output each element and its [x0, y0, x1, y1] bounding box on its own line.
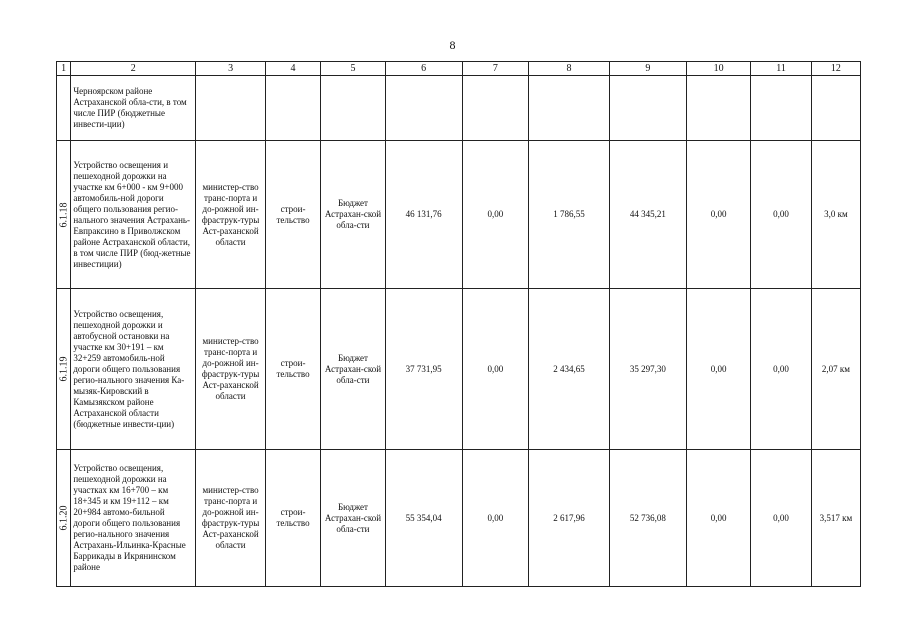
- object-name-cell: Устройство освещения, пешеходной дорожки на участках км 16+700 – км 18+345 и км 19+112 – км 20+984 автомо-бильной дороги общего пользования регио-нального значения Астрахань-Ильинка-Красные Баррикады в Икрянинском районе: [71, 450, 196, 587]
- work-type-cell: строи-тельство: [265, 141, 320, 289]
- table-row: [57, 76, 861, 141]
- value-cell: 0,00: [686, 450, 751, 587]
- header-row: [57, 62, 861, 76]
- row-number: 6.1.19: [58, 356, 70, 382]
- row-number-cell: [57, 141, 71, 289]
- row-number: 6.1.20: [58, 505, 70, 531]
- object-name-cell: Устройство освещения, пешеходной дорожки и автобусной остановки на участке км 30+191 – км 32+259 автомобиль-ной дороги общего пользования регио-нального значения Ка-мызяк-Кировский в Камызякском районе Астраханской области (бюджетные инвести-ции): [71, 289, 196, 450]
- column-header: 2: [71, 62, 196, 76]
- value-cell: 44 345,21: [610, 141, 687, 289]
- column-header: 7: [462, 62, 529, 76]
- capacity-cell: 2,07 км: [811, 289, 860, 450]
- customer-cell: министер-ство транс-порта и до-рожной ин-фраструк-туры Аст-раханской области: [196, 289, 266, 450]
- column-header: 5: [321, 62, 386, 76]
- value-cell: 0,00: [462, 450, 529, 587]
- work-type-cell: строи-тельство: [265, 450, 320, 587]
- value-cell: [751, 76, 811, 141]
- column-header: 11: [751, 62, 811, 76]
- value-cell: 46 131,76: [385, 141, 462, 289]
- funding-source-cell: Бюджет Астрахан-ской обла-сти: [321, 289, 386, 450]
- row-number: 6.1.18: [58, 202, 70, 227]
- capacity-cell: 3,0 км: [811, 141, 860, 289]
- value-cell: [529, 76, 610, 141]
- value-cell: 52 736,08: [610, 450, 687, 587]
- value-cell: 0,00: [686, 141, 751, 289]
- value-cell: 35 297,30: [610, 289, 687, 450]
- funding-source-cell: Бюджет Астрахан-ской обла-сти: [321, 141, 386, 289]
- capacity-cell: 3,517 км: [811, 450, 860, 587]
- column-header: 8: [529, 62, 610, 76]
- customer-cell: министер-ство транс-порта и до-рожной ин-фраструк-туры Аст-раханской области: [196, 450, 266, 587]
- object-name-cell: Черноярском районе Астраханской обла-сти, в том числе ПИР (бюджетные инвести-ции): [71, 76, 196, 141]
- value-cell: [610, 76, 687, 141]
- object-name-cell: Устройство освещения и пешеходной дорожки на участке км 6+000 - км 9+000 автомобиль-ной дороги общего пользования регио-нального значения Астрахань-Евпраксино в Приволжском районе Астраханской области, в том числе ПИР (бюд-жетные инвестиции): [71, 141, 196, 289]
- value-cell: 2 434,65: [529, 289, 610, 450]
- column-header: 6: [385, 62, 462, 76]
- value-cell: 55 354,04: [385, 450, 462, 587]
- budget-table: [56, 61, 861, 587]
- work-type-cell: [265, 76, 320, 141]
- funding-source-cell: Бюджет Астрахан-ской обла-сти: [321, 450, 386, 587]
- row-number-cell: [57, 289, 71, 450]
- value-cell: [462, 76, 529, 141]
- value-cell: 37 731,95: [385, 289, 462, 450]
- table-row: [57, 450, 861, 587]
- column-header: 4: [265, 62, 320, 76]
- capacity-cell: [811, 76, 860, 141]
- value-cell: 0,00: [462, 141, 529, 289]
- value-cell: 2 617,96: [529, 450, 610, 587]
- value-cell: [686, 76, 751, 141]
- funding-source-cell: [321, 76, 386, 141]
- column-header: 10: [686, 62, 751, 76]
- row-number-cell: [57, 450, 71, 587]
- column-header: 9: [610, 62, 687, 76]
- value-cell: 0,00: [462, 289, 529, 450]
- customer-cell: министер-ство транс-порта и до-рожной ин-фраструк-туры Аст-раханской области: [196, 141, 266, 289]
- value-cell: 0,00: [686, 289, 751, 450]
- value-cell: 0,00: [751, 289, 811, 450]
- column-header: 12: [811, 62, 860, 76]
- table-row: [57, 289, 861, 450]
- column-header: 1: [57, 62, 71, 76]
- value-cell: 0,00: [751, 450, 811, 587]
- work-type-cell: строи-тельство: [265, 289, 320, 450]
- value-cell: 1 786,55: [529, 141, 610, 289]
- value-cell: [385, 76, 462, 141]
- column-header: 3: [196, 62, 266, 76]
- customer-cell: [196, 76, 266, 141]
- value-cell: 0,00: [751, 141, 811, 289]
- table-row: [57, 141, 861, 289]
- row-number-cell: [57, 76, 71, 141]
- page-number: 8: [449, 38, 456, 52]
